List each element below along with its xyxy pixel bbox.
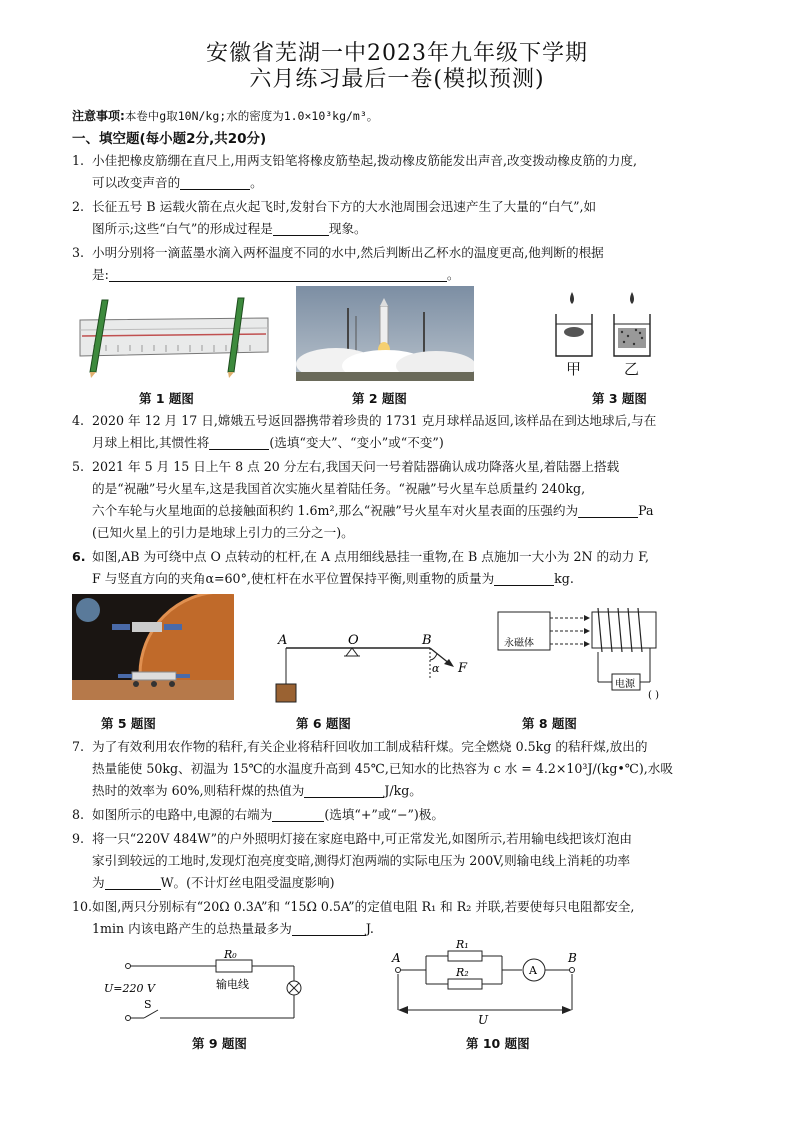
notice-label: 注意事项: (72, 109, 125, 123)
q7-answer-blank[interactable] (304, 783, 384, 798)
q6-line2-end: kg. (554, 571, 574, 586)
figure-6-caption: 第 6 题图 (296, 716, 351, 731)
question-6 (72, 546, 732, 568)
q3-answer-blank[interactable] (109, 267, 447, 282)
q3-line2-end: 。 (446, 267, 460, 282)
figure-1-ruler-pencils (74, 296, 274, 378)
fig8-label-magnet: 永磁体 (504, 638, 534, 649)
fig9-label-wire: 输电线 (216, 978, 249, 991)
question-2-cont (92, 218, 752, 240)
q9-num: 9. (72, 831, 85, 846)
q2-line2: 图所示;这些“白气”的形成过程是 (92, 221, 273, 236)
figure-2-rocket-launch (296, 286, 474, 381)
q1-line1: 小佳把橡皮筋绷在直尺上,用两支铅笔将橡皮筋垫起,拨动橡皮筋能发出声音,改变拨动橡皮筋的力度, (92, 153, 637, 168)
figure-3-caption: 第 3 题图 (592, 391, 647, 406)
notice-text: 本卷中g取10N/kg;水的密度为1.0×10³kg/m³。 (124, 109, 379, 123)
fig10-label-b: B (568, 951, 577, 965)
q5-line3: 六个车轮与火星地面的总接触面积约 1.6m²,那么“祝融”号火星车对火星表面的压强约为 (92, 503, 579, 518)
q6-num: 6. (72, 549, 86, 564)
q4-num: 4. (72, 413, 85, 428)
q7-line3: 热时的效率为 60%,则秸秆煤的热值为 (92, 783, 305, 798)
fig10-label-u: U (478, 1013, 489, 1027)
q8-answer-blank[interactable] (272, 807, 324, 822)
question-3-cont (92, 264, 752, 286)
figure-2-caption: 第 2 题图 (352, 391, 407, 406)
question-3 (72, 242, 732, 264)
fig8-label-paren: ( ) (648, 690, 659, 701)
q9-line3-end: W。(不计灯丝电阻受温度影响) (160, 875, 335, 890)
fig8-label-source: 电源 (615, 679, 635, 690)
q1-num: 1. (72, 153, 85, 168)
exam-title-line2: 六月练习最后一卷(模拟预测) (249, 67, 545, 92)
q4-line2: 月球上相比,其惯性将 (92, 435, 210, 450)
figure-8-caption: 第 8 题图 (522, 716, 577, 731)
question-5-cont1: 的是“祝融”号火星车,这是我国首次实施火星着陆任务。“祝融”号火星车总质量约 240kg, (92, 481, 586, 496)
q1-line2-end: 。 (250, 175, 263, 190)
question-1 (72, 150, 732, 172)
exam-title-line1: 安徽省芜湖一中2023年九年级下学期 (206, 41, 588, 66)
question-5-cont3: (已知火星上的引力是地球上引力的三分之一)。 (92, 525, 354, 540)
fig6-label-a: A (278, 633, 288, 648)
q4-answer-blank[interactable] (209, 435, 269, 450)
fig9-label-u: U=220 V (104, 982, 155, 995)
q9-answer-blank[interactable] (105, 875, 161, 890)
q10-num: 10. (72, 899, 93, 914)
q6-answer-blank[interactable] (494, 571, 554, 586)
question-5 (72, 456, 732, 478)
q5-line1: 2021 年 5 月 15 日上午 8 点 20 分左右,我国天问一号着陆器确认成功降落火星,着陆器上搭载 (92, 459, 620, 474)
q6-line1: 如图,AB 为可绕中点 O 点转动的杠杆,在 A 点用细线悬挂一重物,在 B 点施加一大小为 2N 的动力 F, (92, 549, 650, 564)
question-7-cont2 (92, 780, 752, 802)
q5-num: 5. (72, 459, 85, 474)
figure-6-lever (264, 628, 484, 706)
q10-answer-blank[interactable] (292, 921, 366, 936)
question-8 (72, 804, 732, 826)
question-4-cont (92, 432, 752, 454)
question-9-cont1: 家引到较远的工地时,发现灯泡亮度变暗,测得灯泡两端的实际电压为 200V,则输电线上消耗的功率 (92, 853, 631, 868)
q10-line1: 如图,两只分别标有“20Ω 0.3A”和 “15Ω 0.5A”的定值电阻 R₁ 和 R₂ 并联,若要使每只电阻都安全, (92, 899, 635, 914)
figure-10-parallel-circuit (384, 938, 584, 1028)
question-6-cont (92, 568, 752, 590)
q3-line1: 小明分别将一滴蓝墨水滴入两杯温度不同的水中,然后判断出乙杯水的温度更高,他判断的根据 (92, 245, 604, 260)
q10-line2-end: J. (365, 921, 374, 936)
question-7-cont1: 热量能使 50kg、初温为 15℃的水温度升高到 45℃,已知水的比热容为 c 水 = 4.2×10³J/(kg•℃),水吸 (92, 761, 673, 776)
question-4 (72, 410, 732, 432)
fig3-label-yi: 乙 (624, 360, 640, 378)
q5-answer-blank[interactable] (578, 503, 638, 518)
question-10 (72, 896, 732, 918)
q5-line3-end: Pa (638, 503, 654, 518)
q4-line1: 2020 年 12 月 17 日,嫦娥五号返回器携带着珍贵的 1731 克月球样品返回,该样品在到达地球后,与在 (92, 413, 657, 428)
q8-line1: 如图所示的电路中,电源的右端为 (92, 807, 273, 822)
figure-10-caption: 第 10 题图 (466, 1036, 530, 1051)
fig6-label-alpha: α (432, 662, 440, 675)
q2-answer-blank[interactable] (273, 221, 329, 236)
question-10-cont (92, 918, 752, 940)
q7-line1: 为了有效利用农作物的秸秆,有关企业将秸秆回收加工制成秸秆煤。完全燃烧 0.5kg 的秸秆煤,放出的 (92, 739, 648, 754)
q2-line2-end: 现象。 (328, 221, 367, 236)
q9-line3: 为 (92, 875, 105, 890)
question-5-cont2 (92, 500, 752, 522)
figure-9-caption: 第 9 题图 (192, 1036, 247, 1051)
q1-answer-blank[interactable] (180, 175, 250, 190)
q10-line2: 1min 内该电路产生的总热量最多为 (92, 921, 292, 936)
q4-line2-end: (选填“变大”、“变小”或“不变”) (269, 435, 444, 450)
fig6-label-b: B (422, 633, 432, 648)
figure-3-beakers (548, 288, 668, 382)
fig10-label-r2: R₂ (456, 966, 469, 979)
fig9-label-r0: R₀ (224, 948, 237, 961)
question-9-cont2 (92, 872, 752, 894)
q2-line1: 长征五号 B 运载火箭在点火起飞时,发射台下方的大水池周围会迅速产生了大量的“白气”,如 (92, 199, 597, 214)
q6-line2: F 与竖直方向的夹角α=60°,使杠杆在水平位置保持平衡,则重物的质量为 (92, 571, 495, 586)
figure-5-caption: 第 5 题图 (101, 716, 156, 731)
q8-line1-end: (选填“+”或“−”)极。 (324, 807, 444, 822)
fig3-label-jia: 甲 (566, 360, 582, 378)
question-7 (72, 736, 732, 758)
q8-num: 8. (72, 807, 85, 822)
figure-1-caption: 第 1 题图 (139, 391, 194, 406)
q7-line3-end: J/kg。 (384, 783, 422, 798)
fig6-label-o: O (348, 633, 359, 648)
q3-line2: 是: (92, 267, 109, 282)
section1-heading: 一、填空题(每小题2分,共20分) (72, 131, 267, 147)
q1-line2: 可以改变声音的 (92, 175, 181, 190)
fig10-label-a: A (392, 951, 401, 965)
q7-num: 7. (72, 739, 85, 754)
notice (72, 105, 732, 127)
fig6-label-f: F (458, 661, 468, 676)
question-9 (72, 828, 732, 850)
question-2 (72, 196, 732, 218)
q3-num: 3. (72, 245, 85, 260)
figure-9-lamp-circuit (104, 948, 320, 1028)
fig9-label-s: S (144, 998, 152, 1011)
figure-5-mars-rover (72, 594, 234, 700)
figure-8-magnet-solenoid (494, 604, 676, 702)
fig10-label-r1: R₁ (456, 938, 469, 951)
fig10-label-ammeter: A (529, 964, 537, 977)
q2-num: 2. (72, 199, 85, 214)
q9-line1: 将一只“220V 484W”的户外照明灯接在家庭电路中,可正常发光,如图所示,若用输电线把该灯泡由 (92, 831, 633, 846)
question-1-cont (92, 172, 752, 194)
